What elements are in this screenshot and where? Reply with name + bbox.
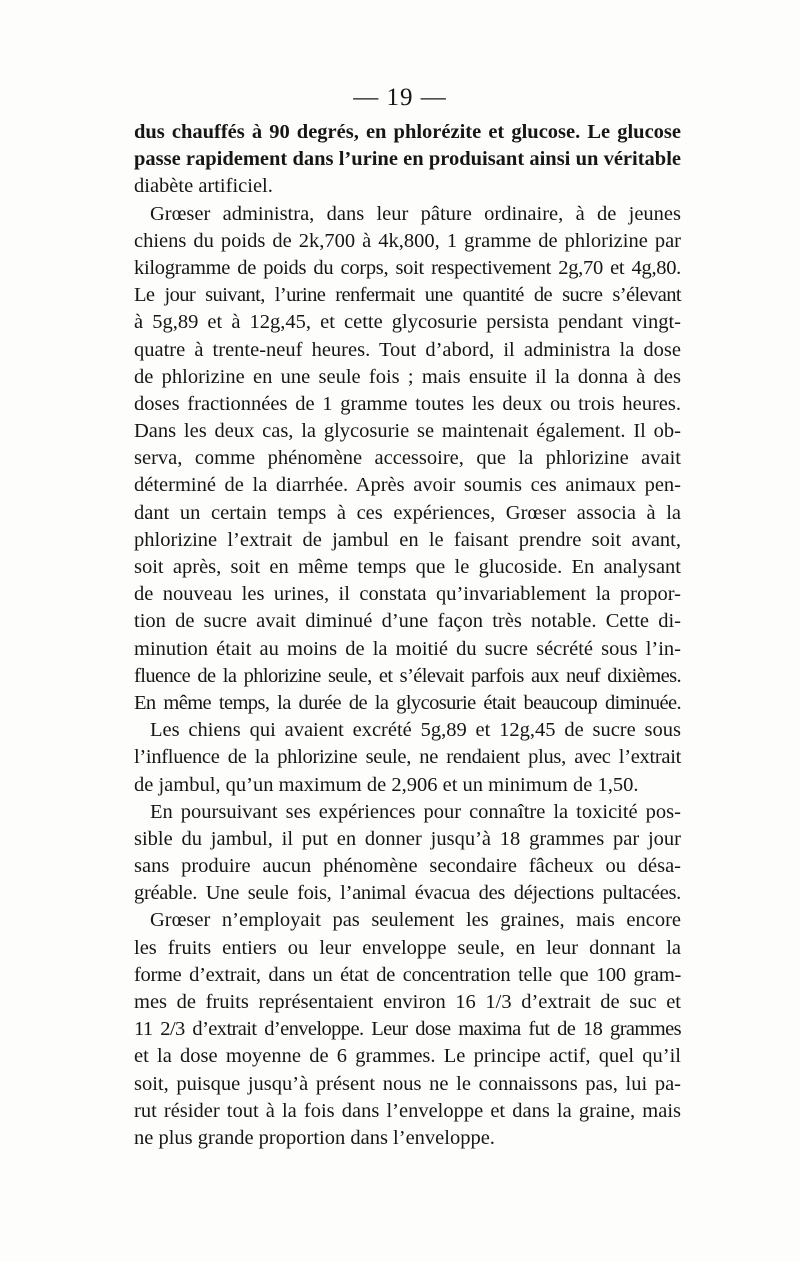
- text-line: déterminé de la diarrhée. Après avoir soumis ces animaux pen-: [134, 474, 681, 497]
- text-line: diabète artificiel.: [134, 175, 273, 198]
- text-line: ne plus grande proportion dans l’enveloppe.: [134, 1126, 495, 1149]
- text-line: passe rapidement dans l’urine en produisant ainsi un véritable: [134, 148, 681, 171]
- text-line: gréable. Une seule fois, l’animal évacua des déjections pultacées.: [134, 882, 681, 905]
- text-line: rut résider tout à la fois dans l’enveloppe et dans la graine, mais: [134, 1099, 681, 1122]
- text-line: serva, comme phénomène accessoire, que la phlorizine avait: [134, 447, 681, 470]
- text-line: de jambul, qu’un maximum de 2,906 et un minimum de 1,50.: [134, 773, 639, 796]
- text-line: de nouveau les urines, il constata qu’invariablement la propor-: [134, 583, 681, 606]
- text-line: soit après, soit en même temps que le glucoside. En analysant: [134, 556, 681, 578]
- text-line: sans produire aucun phénomène secondaire fâcheux ou désa-: [134, 855, 681, 878]
- text-line: à 5g,89 et à 12g,45, et cette glycosurie persista pendant vingt-: [134, 311, 681, 334]
- text-line: dant un certain temps à ces expériences, Grœser associa à la: [134, 501, 681, 524]
- text-line: En poursuivant ses expériences pour connaître la toxicité pos-: [150, 800, 681, 823]
- body-text: [134, 119, 681, 1152]
- text-line: minution était au moins de la moitié du sucre sécrété sous l’in-: [134, 637, 681, 660]
- text-line: Grœser n’employait pas seulement les graines, mais encore: [150, 909, 681, 932]
- text-line: de phlorizine en une seule fois ; mais ensuite il la donna à des: [134, 365, 681, 388]
- text-line: les fruits entiers ou leur enveloppe seule, en leur donnant la: [134, 936, 681, 959]
- text-line: Dans les deux cas, la glycosurie se maintenait également. Il ob-: [134, 420, 681, 443]
- page-number: — 19 —: [353, 84, 447, 111]
- text-line: mes de fruits représentaient environ 16 1/3 d’extrait de suc et: [134, 991, 681, 1013]
- text-line: sible du jambul, il put en donner jusqu’à 18 grammes par jour: [134, 827, 681, 850]
- text-line: quatre à trente-neuf heures. Tout d’abord, il administra la dose: [134, 338, 681, 361]
- text-line: En même temps, la durée de la glycosurie était beaucoup diminuée.: [134, 691, 681, 714]
- text-line: dus chauffés à 90 degrés, en phlorézite et glucose. Le glucose: [134, 121, 681, 143]
- text-line: Le jour suivant, l’urine renfermait une quantité de sucre s’élevant: [134, 284, 681, 307]
- text-line: Les chiens qui avaient excrété 5g,89 et 12g,45 de sucre sous: [150, 719, 681, 742]
- text-line: l’influence de la phlorizine seule, ne rendaient plus, avec l’extrait: [134, 746, 681, 769]
- text-line: Grœser administra, dans leur pâture ordinaire, à de jeunes: [150, 202, 681, 225]
- text-line: doses fractionnées de 1 gramme toutes les deux ou trois heures.: [134, 392, 681, 415]
- text-line: soit, puisque jusqu’à présent nous ne le connaissons pas, lui pa-: [134, 1072, 681, 1095]
- text-line: fluence de la phlorizine seule, et s’élevait parfois aux neuf dixièmes.: [134, 664, 681, 687]
- text-line: kilogramme de poids du corps, soit respectivement 2g,70 et 4g,80.: [134, 256, 681, 279]
- text-line: et la dose moyenne de 6 grammes. Le principe actif, quel qu’il: [134, 1045, 681, 1068]
- text-line: tion de sucre avait diminué d’une façon très notable. Cette di-: [134, 610, 681, 633]
- text-line: 11 2/3 d’extrait d’enveloppe. Leur dose maxima fut de 18 grammes: [134, 1018, 681, 1041]
- text-line: chiens du poids de 2k,700 à 4k,800, 1 gramme de phlorizine par: [134, 229, 681, 252]
- text-line: phlorizine l’extrait de jambul en le faisant prendre soit avant,: [134, 528, 681, 551]
- text-line: forme d’extrait, dans un état de concentration telle que 100 gram-: [134, 963, 681, 986]
